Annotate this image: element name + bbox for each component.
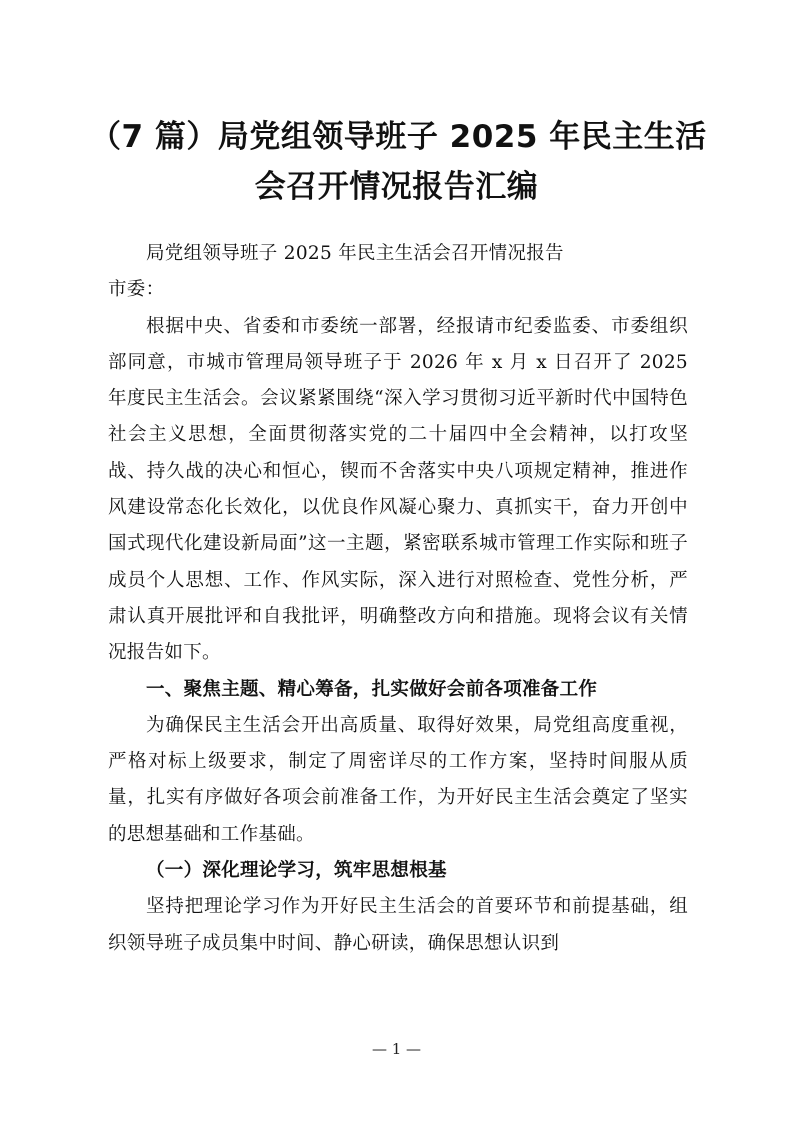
title-line-2: 会召开情况报告汇编 bbox=[254, 169, 539, 205]
document-body bbox=[108, 236, 688, 962]
document-title bbox=[90, 112, 707, 212]
page-number: — 1 — bbox=[371, 1040, 422, 1058]
paragraph-intro: 根据中央、省委和市委统一部署，经报请市纪委监委、市委组织部同意，市城市管理局领导班子于 2026 年 x 月 x 日召开了 2025 年度民主生活会。会议紧紧围绕“深入学习贯彻习近平新时代中国特色社会主义思想，全面贯彻落实党的二十届四中全会精神，以打攻坚战、持久战的决心和恒心，锲而不舍落实中央八项规定精神，推进作风建设常态化长效化，以优良作风凝心聚力、真抓实干，奋力开创中国式现代化建设新局面”这一主题，紧密联系城市管理工作实际和班子成员个人思想、工作、作风实际，深入进行对照检查、党性分析，严肃认真开展批评和自我批评，明确整改方向和措施。现将会议有关情况报告如下。 bbox=[108, 315, 688, 664]
title-line-1: （7 篇）局党组领导班子 2025 年民主生活 bbox=[90, 119, 707, 155]
paragraph-theory-study: 坚持把理论学习作为开好民主生活会的首要环节和前提基础，组织领导班子成员集中时间、静心研读，确保思想认识到 bbox=[108, 896, 688, 954]
report-subtitle: 局党组领导班子 2025 年民主生活会召开情况报告 bbox=[146, 243, 564, 264]
section-heading-1: 一、聚焦主题、精心筹备，扎实做好会前各项准备工作 bbox=[146, 678, 598, 700]
paragraph-preparation: 为确保民主生活会开出高质量、取得好效果，局党组高度重视，严格对标上级要求，制定了周密详尽的工作方案，坚持时间服从质量，扎实有序做好各项会前准备工作，为开好民主生活会奠定了坚实的思想基础和工作基础。 bbox=[108, 714, 688, 845]
salutation: 市委： bbox=[108, 279, 165, 301]
subsection-heading-1: （一）深化理论学习，筑牢思想根基 bbox=[146, 860, 447, 882]
